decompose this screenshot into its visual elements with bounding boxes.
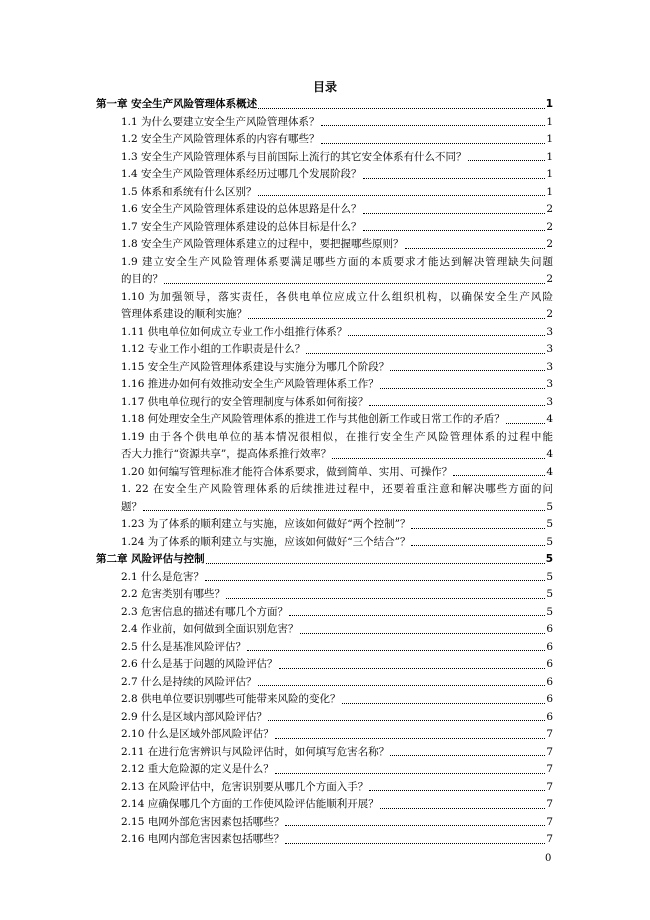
toc-entry-text: 1.2 安全生产风险管理体系的内容有哪些？ bbox=[121, 133, 320, 145]
toc-page-number: 2 bbox=[546, 273, 553, 285]
toc-leader-dots bbox=[468, 160, 546, 161]
toc-entry-text: 2.4 作业前，如何做到全面识别危害？ bbox=[121, 623, 299, 635]
toc-page-number: 6 bbox=[546, 675, 553, 688]
toc-page-number: 3 bbox=[546, 343, 553, 355]
toc-page-number: 5 bbox=[546, 535, 553, 548]
toc-entry-text: 1.23 为了体系的顺利建立与实施，应该如何做好“两个控制”？ bbox=[121, 518, 411, 530]
toc-page-number: 1 bbox=[546, 150, 553, 163]
toc-page-number: 1 bbox=[545, 98, 553, 110]
toc-page-number: 2 bbox=[546, 203, 553, 215]
toc-entry[interactable] bbox=[96, 236, 553, 254]
toc-leader-dots bbox=[258, 108, 545, 109]
toc-page-number: 7 bbox=[546, 798, 553, 810]
toc-entry[interactable] bbox=[96, 131, 553, 149]
toc-entry-text: 1.17 供电单位现行的安全管理制度与体系如何衔接？ bbox=[121, 395, 369, 408]
toc-leader-dots bbox=[164, 283, 545, 284]
toc-leader-dots bbox=[268, 720, 545, 721]
toc-entry[interactable] bbox=[96, 796, 553, 814]
toc-leader-dots bbox=[506, 423, 546, 424]
toc-entry-text: 2.14 应确保哪几个方面的工作使风险评估能顺利开展？ bbox=[121, 798, 379, 810]
toc-page-number: 7 bbox=[546, 763, 553, 775]
toc-leader-dots bbox=[285, 843, 545, 844]
toc-page-number: 5 bbox=[546, 500, 553, 513]
toc-leader-dots bbox=[380, 808, 546, 809]
toc-entry[interactable] bbox=[96, 744, 553, 762]
toc-chapter[interactable] bbox=[96, 96, 553, 114]
toc-entry-text: 否大力推行“资源共享”，提高体系推行效率？ bbox=[121, 448, 332, 460]
toc-page-number: 2 bbox=[546, 238, 553, 250]
toc-leader-dots bbox=[405, 248, 546, 249]
toc-leader-dots bbox=[332, 458, 545, 459]
toc-page-number: 3 bbox=[546, 378, 553, 390]
toc-leader-dots bbox=[247, 650, 545, 651]
toc-entry[interactable] bbox=[96, 114, 553, 132]
toc-page-number: 1 bbox=[546, 115, 553, 128]
toc-entry[interactable] bbox=[96, 814, 553, 832]
toc-entry-text: 1.18 何处理安全生产风险管理体系的推进工作与其他创新工作或日常工作的矛盾？ bbox=[121, 413, 505, 425]
toc-leader-dots bbox=[453, 475, 545, 476]
toc-leader-dots bbox=[321, 125, 546, 126]
toc-entry[interactable] bbox=[96, 201, 553, 219]
toc-leader-dots bbox=[411, 545, 545, 546]
toc-entry-text: 2.10 什么是区域外部风险评估？ bbox=[121, 728, 274, 740]
toc-page-number: 1 bbox=[546, 185, 553, 198]
toc-leader-dots bbox=[289, 615, 545, 616]
toc-entry-text: 2.9 什么是区域内部风险评估？ bbox=[121, 710, 268, 723]
toc-entry-text-line1: 1. 22 在安全生产风险管理体系的后续推进过程中，还要着重注意和解决哪些方面的问 bbox=[121, 483, 553, 495]
toc-page-number: 7 bbox=[546, 815, 553, 828]
toc-page-number: 6 bbox=[546, 693, 553, 705]
toc-entry[interactable] bbox=[96, 621, 553, 639]
toc-leader-dots bbox=[206, 563, 545, 564]
toc-entry[interactable] bbox=[96, 586, 553, 604]
toc-entry-text: 1.6 安全生产风险管理体系建设的总体思路是什么？ bbox=[121, 203, 362, 215]
toc-entry-text: 2.13 在风险评估中，危害识别要从哪几个方面入手？ bbox=[121, 780, 369, 793]
toc-entry[interactable] bbox=[96, 219, 553, 237]
toc-chapter[interactable] bbox=[96, 551, 553, 569]
toc-leader-dots bbox=[363, 230, 546, 231]
toc-page-number: 6 bbox=[546, 658, 553, 670]
toc-entry-text: 管理体系建设的顺利实施？ bbox=[121, 308, 247, 320]
toc-entry-text: 2.15 电网外部危害因素包括哪些？ bbox=[121, 815, 285, 828]
toc-entry-text-line1: 1.19 由于各个供电单位的基本情况很相似，在推行安全生产风险管理体系的过程中能 bbox=[121, 430, 553, 443]
toc-entry-text: 1.15 安全生产风险管理体系建设与实施分为哪几个阶段？ bbox=[121, 360, 390, 373]
toc-entry[interactable] bbox=[96, 481, 553, 516]
toc-entry-text: 1.11 供电单位如何成立专业工作小组推行体系？ bbox=[121, 325, 348, 338]
toc-entry-text: 2.3 危害信息的描述有哪几个方面？ bbox=[121, 605, 289, 618]
toc-entry-text-line1: 1.10 为加强领导，落实责任，各供电单位应成立什么组织机构，以确保安全生产风险 bbox=[121, 290, 553, 303]
toc-entry-text: 2.8 供电单位要识别哪些可能带来风险的变化？ bbox=[121, 693, 341, 705]
toc-entry-text: 1.12 专业工作小组的工作职责是什么？ bbox=[121, 343, 306, 355]
toc-entry-text: 题？ bbox=[121, 500, 142, 513]
toc-entry-text: 2.2 危害类别有哪些？ bbox=[121, 588, 226, 600]
toc-entry-text: 2.1 什么是危害？ bbox=[121, 570, 205, 583]
toc-entry-text: 2.5 什么是基准风险评估？ bbox=[121, 640, 247, 653]
toc-entry[interactable] bbox=[96, 359, 553, 377]
toc-entry[interactable] bbox=[96, 604, 553, 622]
toc-entry-text: 1.8 安全生产风险管理体系建立的过程中，要把握哪些原则？ bbox=[121, 238, 404, 250]
toc-leader-dots bbox=[342, 703, 546, 704]
toc-leader-dots bbox=[300, 633, 546, 634]
toc-page-number: 1 bbox=[546, 168, 553, 180]
toc-entry[interactable] bbox=[96, 376, 553, 394]
toc-entry-text: 1.24 为了体系的顺利建立与实施，应该如何做好“三个结合”？ bbox=[121, 535, 411, 548]
toc-entry-text: 2.16 电网内部危害因素包括哪些？ bbox=[121, 833, 285, 845]
toc-page-number: 5 bbox=[546, 588, 553, 600]
toc-page-number: 7 bbox=[546, 833, 553, 845]
table-of-contents bbox=[96, 96, 553, 849]
toc-leader-dots bbox=[205, 580, 545, 581]
toc-leader-dots bbox=[390, 755, 545, 756]
toc-entry-text: 1.5 体系和系统有什么区别？ bbox=[121, 185, 257, 198]
toc-leader-dots bbox=[363, 213, 546, 214]
toc-page-number: 5 bbox=[545, 553, 553, 565]
toc-entry-text: 2.6 什么是基于问题的风险评估？ bbox=[121, 658, 278, 670]
toc-entry-text: 的目的？ bbox=[121, 273, 163, 285]
toc-page-number: 6 bbox=[546, 640, 553, 653]
toc-page-number: 7 bbox=[546, 780, 553, 793]
toc-entry-text: 1.4 安全生产风险管理体系经历过哪几个发展阶段？ bbox=[121, 168, 362, 180]
toc-leader-dots bbox=[248, 318, 545, 319]
toc-page-number: 3 bbox=[546, 360, 553, 373]
page-title: 目录 bbox=[312, 80, 337, 94]
toc-entry[interactable] bbox=[96, 411, 553, 429]
toc-page-number: 4 bbox=[546, 465, 553, 478]
toc-entry[interactable] bbox=[96, 289, 553, 324]
toc-entry[interactable] bbox=[96, 691, 553, 709]
toc-entry[interactable] bbox=[96, 184, 553, 202]
toc-entry-text-line1: 1.9 建立安全生产风险管理体系要满足哪些方面的本质要求才能达到解决管理缺失问题 bbox=[121, 255, 553, 268]
toc-entry[interactable] bbox=[96, 779, 553, 797]
toc-entry[interactable] bbox=[96, 709, 553, 727]
toc-leader-dots bbox=[363, 178, 546, 179]
toc-entry[interactable] bbox=[96, 569, 553, 587]
toc-entry[interactable] bbox=[96, 534, 553, 552]
toc-entry[interactable] bbox=[96, 429, 553, 464]
toc-leader-dots bbox=[279, 668, 546, 669]
toc-entry-text: 2.12 重大危险源的定义是什么？ bbox=[121, 763, 274, 775]
toc-entry[interactable] bbox=[96, 639, 553, 657]
toc-page-number: 6 bbox=[546, 623, 553, 635]
toc-leader-dots bbox=[390, 370, 545, 371]
toc-entry[interactable] bbox=[96, 464, 553, 482]
toc-entry-text: 第一章 安全生产风险管理体系概述 bbox=[96, 98, 258, 110]
toc-entry-text: 1.7 安全生产风险管理体系建设的总体目标是什么？ bbox=[121, 220, 362, 233]
toc-leader-dots bbox=[369, 790, 545, 791]
toc-entry[interactable] bbox=[96, 254, 553, 289]
toc-leader-dots bbox=[226, 598, 545, 599]
toc-entry[interactable] bbox=[96, 341, 553, 359]
toc-page-number: 7 bbox=[546, 728, 553, 740]
toc-page-number: 1 bbox=[546, 133, 553, 145]
toc-entry-text: 1.3 安全生产风险管理体系与目前国际上流行的其它安全体系有什么不同？ bbox=[121, 150, 467, 163]
toc-leader-dots bbox=[321, 143, 546, 144]
toc-page-number: 3 bbox=[546, 325, 553, 338]
toc-entry[interactable] bbox=[96, 831, 553, 849]
toc-entry-text: 2.7 什么是持续的风险评估？ bbox=[121, 675, 257, 688]
toc-leader-dots bbox=[369, 405, 545, 406]
toc-page-number: 3 bbox=[546, 395, 553, 408]
toc-entry[interactable] bbox=[96, 149, 553, 167]
toc-leader-dots bbox=[258, 195, 546, 196]
toc-entry-text: 1.16 推进办如何有效推动安全生产风险管理体系工作？ bbox=[121, 378, 379, 390]
toc-leader-dots bbox=[411, 528, 545, 529]
toc-leader-dots bbox=[348, 335, 545, 336]
toc-entry-text: 1.1 为什么要建立安全生产风险管理体系？ bbox=[121, 115, 320, 128]
toc-entry[interactable] bbox=[96, 324, 553, 342]
toc-leader-dots bbox=[275, 738, 546, 739]
toc-leader-dots bbox=[143, 510, 545, 511]
toc-page-number: 4 bbox=[546, 413, 553, 425]
page-number: 0 bbox=[545, 853, 552, 864]
toc-leader-dots bbox=[258, 685, 546, 686]
toc-entry[interactable] bbox=[96, 166, 553, 184]
toc-page-number: 7 bbox=[546, 745, 553, 758]
toc-page-number: 6 bbox=[546, 710, 553, 723]
toc-leader-dots bbox=[306, 353, 545, 354]
toc-entry[interactable] bbox=[96, 656, 553, 674]
toc-leader-dots bbox=[285, 825, 545, 826]
toc-entry-text: 第二章 风险评估与控制 bbox=[96, 553, 205, 565]
toc-entry[interactable] bbox=[96, 726, 553, 744]
toc-page-number: 2 bbox=[546, 308, 553, 320]
toc-entry[interactable] bbox=[96, 516, 553, 534]
toc-leader-dots bbox=[380, 388, 546, 389]
toc-entry-text: 2.11 在进行危害辨识与风险评估时，如何填写危害名称？ bbox=[121, 745, 390, 758]
toc-entry-text: 1.20 如何编写管理标准才能符合体系要求，做到简单、实用、可操作？ bbox=[121, 465, 453, 478]
toc-leader-dots bbox=[275, 773, 546, 774]
toc-page-number: 5 bbox=[546, 570, 553, 583]
toc-page-number: 5 bbox=[546, 518, 553, 530]
toc-entry[interactable] bbox=[96, 761, 553, 779]
toc-page-number: 2 bbox=[546, 220, 553, 233]
toc-page-number: 4 bbox=[546, 448, 553, 460]
toc-page-number: 5 bbox=[546, 605, 553, 618]
toc-entry[interactable] bbox=[96, 674, 553, 692]
toc-entry[interactable] bbox=[96, 394, 553, 412]
